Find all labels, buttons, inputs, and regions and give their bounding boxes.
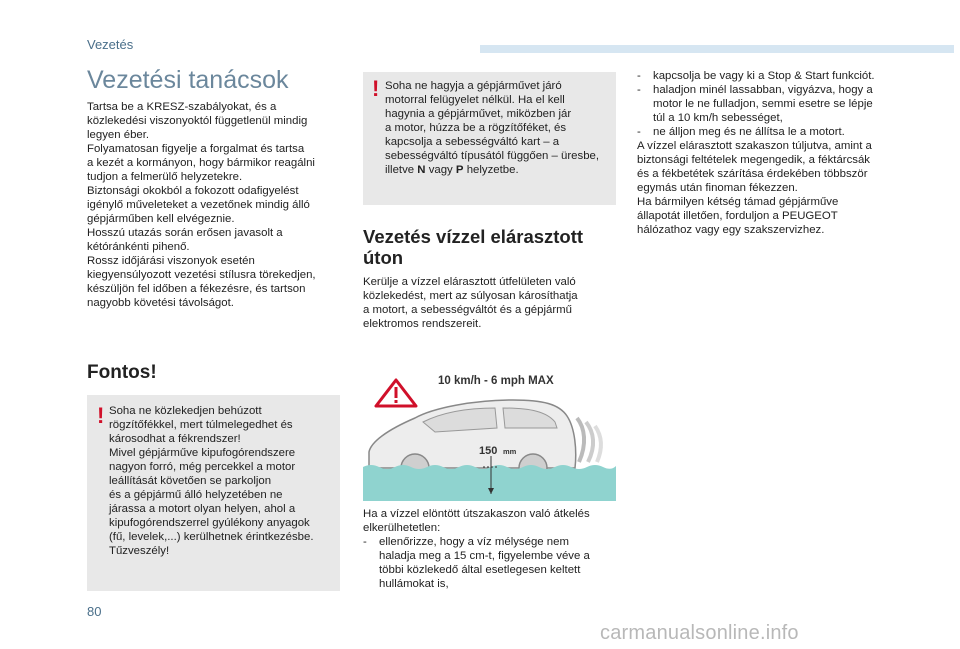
heading-line: Vezetés vízzel elárasztott bbox=[363, 226, 584, 247]
intro-line: tudjon a felmerülő helyzetekre. bbox=[87, 171, 243, 183]
depth-value: 150 bbox=[479, 445, 498, 457]
intro-line: közlekedési viszonyoktól függetlenül mindig bbox=[87, 115, 308, 127]
motion-line bbox=[577, 418, 584, 462]
text-line: egymás után finoman fékezzen. bbox=[637, 182, 798, 194]
text-line: túl a 10 km/h sebességet, bbox=[653, 112, 783, 124]
text-line: és a fékbetétek szárítása érdekében többször bbox=[637, 168, 868, 180]
list-dash: - bbox=[637, 84, 641, 96]
intro-line: Biztonsági okokból a fokozott odafigyelést bbox=[87, 185, 299, 197]
warning-line: nagyon forró, még percekkel a motor bbox=[109, 461, 296, 473]
list-item-text bbox=[379, 535, 615, 591]
list-item bbox=[637, 69, 895, 83]
motion-line bbox=[586, 422, 593, 462]
intro-line: Folyamatosan figyelje a forgalmat és tartsa bbox=[87, 143, 305, 155]
text-line: a motort, a sebességváltót és a gépjármű bbox=[363, 304, 572, 316]
text-line: ne álljon meg és ne állítsa le a motort. bbox=[653, 126, 845, 138]
warning-exclamation-icon: ! bbox=[372, 76, 380, 101]
intro-line: igénylő műveleteket a vezetőnek mindig álló bbox=[87, 199, 310, 211]
text-line: közlekedést, mert az súlyosan károsíthatja bbox=[363, 290, 578, 302]
flooded-intro-text bbox=[363, 275, 615, 331]
triangle-exclamation-dot bbox=[395, 400, 398, 403]
intro-text bbox=[87, 100, 339, 310]
warning-line: Soha ne közlekedjen behúzott bbox=[109, 405, 262, 417]
text-line: állapotát illetően, forduljon a PEUGEOT bbox=[637, 210, 838, 222]
text-fragment: vagy bbox=[425, 164, 456, 176]
triangle-exclamation-bar bbox=[395, 387, 398, 398]
warning-line: kapcsolja a sebességváltó kart – a bbox=[385, 136, 560, 148]
list-item-text bbox=[653, 69, 895, 83]
gear-n-label: N bbox=[417, 164, 426, 176]
warning-line: Mivel gépjárműve kipufogórendszere bbox=[109, 447, 296, 459]
intro-line: a kezét a kormányon, hogy bármikor reagálni bbox=[87, 157, 315, 169]
text-line: biztonsági feltételek megengedik, a féktárcsák bbox=[637, 154, 871, 166]
flooded-instructions-continued bbox=[637, 69, 895, 237]
warning-line: leállítását követően se parkoljon bbox=[109, 475, 272, 487]
text-line: Kerülje a vízzel elárasztott útfelületen való bbox=[363, 276, 576, 288]
gear-p-label: P bbox=[455, 164, 464, 176]
text-line: haladjon minél lassabban, vigyázva, hogy a bbox=[653, 84, 873, 96]
list-dash: - bbox=[363, 536, 367, 548]
text-line: Ha a vízzel elöntött útszakaszon való átkelés bbox=[363, 508, 590, 520]
intro-line: legyen éber. bbox=[87, 129, 150, 141]
flooded-road-heading bbox=[363, 226, 613, 268]
warning-line: motorral felügyelet nélkül. Ha el kell bbox=[385, 94, 565, 106]
text-line: motor le ne fulladjon, semmi esetre se lépje bbox=[653, 98, 873, 110]
fontos-warning-text bbox=[109, 404, 335, 558]
list-item-text bbox=[653, 125, 895, 139]
intro-line: Rossz időjárási viszonyok esetén bbox=[87, 255, 255, 267]
text-line: elkerülhetetlen: bbox=[363, 522, 441, 534]
fontos-warning-box bbox=[87, 395, 340, 591]
text-line: többi közlekedő által esetlegesen keltett bbox=[379, 564, 581, 576]
intro-line: Hosszú utazás során erősen javasolt a bbox=[87, 227, 283, 239]
page-title: Vezetési tanácsok bbox=[87, 66, 289, 94]
warning-line: sebességváltó típusától függően – üresbe, bbox=[385, 150, 600, 162]
section-label: Vezetés bbox=[87, 37, 134, 52]
engine-running-warning-box bbox=[363, 72, 616, 205]
max-speed-label: 10 km/h - 6 mph MAX bbox=[438, 375, 554, 387]
intro-line: kétóránkénti pihenő. bbox=[87, 241, 190, 253]
text-fragment: illetve bbox=[385, 164, 418, 176]
text-line: Ha bármilyen kétség támad gépjárműve bbox=[637, 196, 839, 208]
intro-line: Tartsa be a KRESZ-szabályokat, és a bbox=[87, 101, 277, 113]
header-bar bbox=[480, 45, 954, 53]
flooded-crossing-text bbox=[363, 507, 615, 591]
list-dash: - bbox=[637, 70, 641, 82]
text-fragment: helyzetbe. bbox=[463, 164, 519, 176]
warning-exclamation-icon: ! bbox=[97, 403, 105, 428]
warning-line: kipufogórendszerrel gyúlékony anyagok bbox=[109, 517, 310, 529]
warning-line: (fű, levelek,...) kerülhetnek érintkezésbe. bbox=[109, 531, 314, 543]
text-line: A vízzel elárasztott szakaszon túljutva, amint a bbox=[637, 140, 872, 152]
list-item bbox=[637, 83, 895, 125]
warning-line: és a gépjármű álló helyzetében ne bbox=[109, 489, 283, 501]
heading-line: úton bbox=[363, 247, 404, 268]
text-line: kapcsolja be vagy ki a Stop & Start funkciót. bbox=[653, 70, 875, 82]
engine-running-warning-text bbox=[385, 79, 611, 177]
warning-line: a motor, húzza be a rögzítőféket, és bbox=[385, 122, 567, 134]
page-number: 80 bbox=[87, 604, 102, 619]
text-line: hálózathoz vagy egy szakszervizhez. bbox=[637, 224, 825, 236]
intro-line: készüljön fel időben a fékezésre, és tartson bbox=[87, 283, 306, 295]
warning-line bbox=[385, 163, 611, 177]
warning-line: járassa a motort olyan helyen, ahol a bbox=[109, 503, 296, 515]
water-surface bbox=[363, 465, 616, 501]
warning-line: károsodhat a fékrendszer! bbox=[109, 433, 241, 445]
intro-line: kiegyensúlyozott vezetési stílusra törekedjen, bbox=[87, 269, 316, 281]
warning-line: Soha ne hagyja a gépjárművet járó bbox=[385, 80, 562, 92]
text-line: ellenőrizze, hogy a víz mélysége nem bbox=[379, 536, 569, 548]
warning-line: hagynia a gépjárművet, miközben jár bbox=[385, 108, 572, 120]
warning-line: rögzítőfékkel, mert túlmelegedhet és bbox=[109, 419, 293, 431]
flooded-road-illustration bbox=[363, 370, 616, 501]
text-line: haladja meg a 15 cm-t, figyelembe véve a bbox=[379, 550, 590, 562]
intro-line: gépjárműben kell elvégeznie. bbox=[87, 213, 235, 225]
intro-line: nagyobb követési távolságot. bbox=[87, 297, 234, 309]
car-in-water-drawing bbox=[363, 370, 616, 501]
list-item bbox=[637, 125, 895, 139]
depth-unit: mm bbox=[503, 447, 517, 456]
text-line: elektromos rendszereit. bbox=[363, 318, 482, 330]
fontos-heading: Fontos! bbox=[87, 362, 157, 383]
list-item bbox=[363, 535, 615, 591]
watermark: carmanualsonline.info bbox=[600, 622, 799, 644]
warning-line: Tűzveszély! bbox=[109, 545, 170, 557]
text-line: hullámokat is, bbox=[379, 578, 449, 590]
list-dash: - bbox=[637, 126, 641, 138]
list-item-text bbox=[653, 83, 895, 125]
motion-line bbox=[595, 426, 601, 462]
